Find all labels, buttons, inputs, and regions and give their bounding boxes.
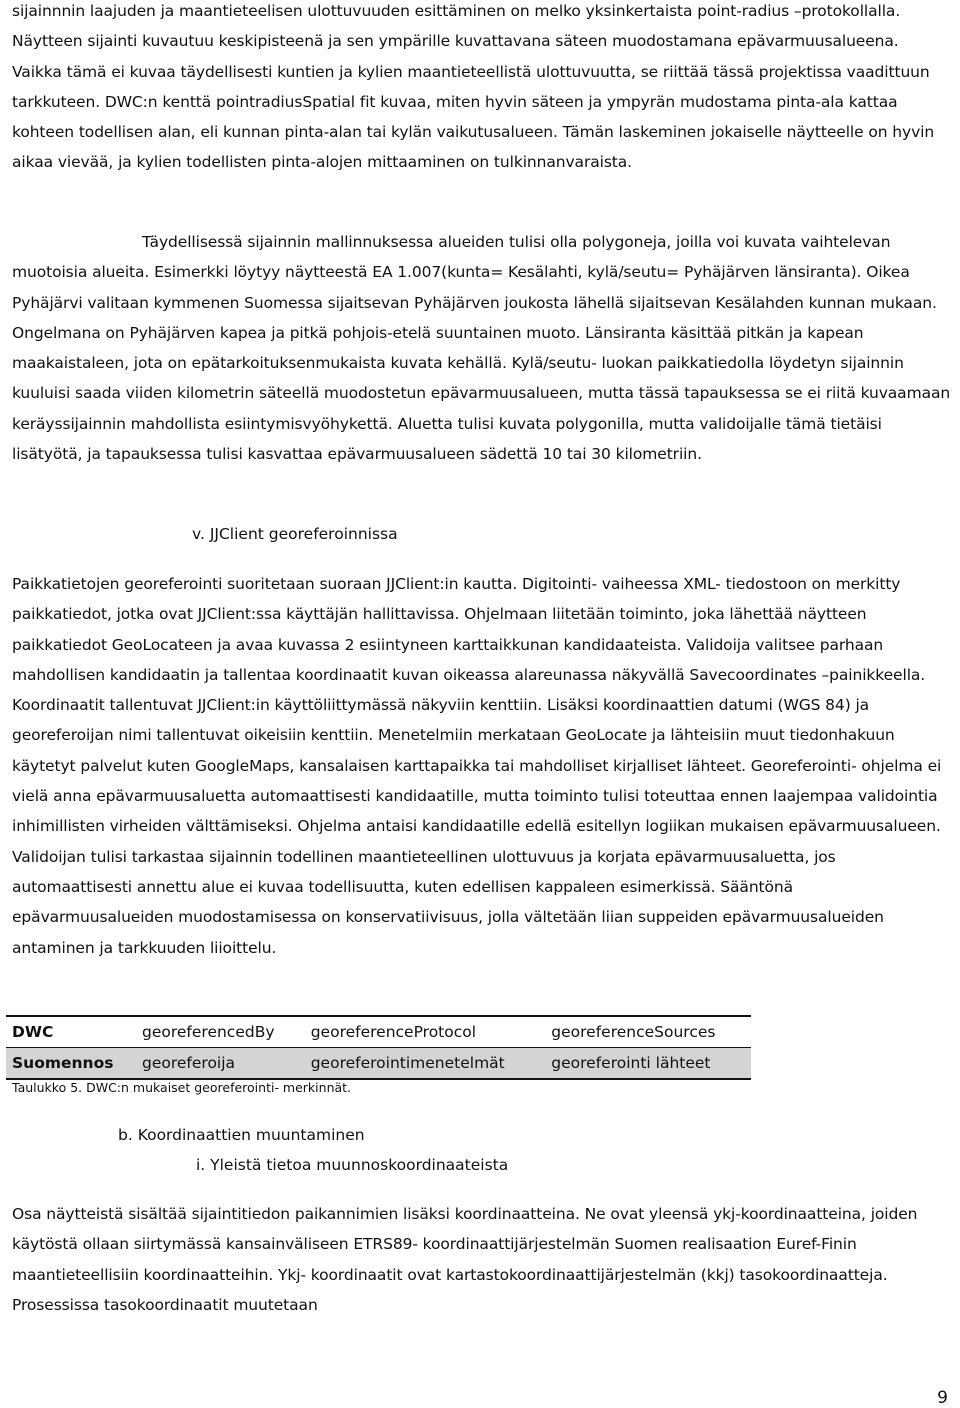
paragraph-polygon-example: Täydellisessä sijainnin mallinnuksessa alueiden tulisi olla polygoneja, joilla voi kuvata vaihtelevan muotoisia alueita. Esimerkki löytyy näytteestä EA 1.007(kunta= Kesälahti, kylä/seutu= Pyhäjärven länsiranta). Oikea Pyhäjärvi valitaan kymmenen Suomessa sijaitsevan Pyhäjärven joukosta lähellä sijaitsevan Kesälahden kunnan mukaan. Ongelmana on Pyhäjärven kapea ja pitkä pohjois-etelä suuntainen muoto. Länsiranta käsittää pitkän ja kapean maakaistaleen, jota on epätarkoituksenmukaista kuvata kehällä. Kylä/seutu- luokan paikkatiedolla löydetyn sijainnin kuuluisi saada viiden kilometrin säteellä muodostetun epävarmuusalueen, mutta tässä tapauksessa se ei riitä kuvaamaan keräyssijainnin mahdollista esiintymisvyöhykettä. Aluetta tulisi kuvata polygonilla, mutta validoijalle tämä tietäisi lisätyötä, ja tapauksessa tulisi kasvattaa epävarmuusalueen sädettä 10 tai 30 kilometriin. bbox=[12, 233, 951, 464]
table-cell: georeferointi lähteet bbox=[545, 1048, 751, 1080]
table-cell: georeferointimenetelmät bbox=[305, 1048, 546, 1080]
section-heading-coordinate-conversion: b. Koordinaattien muuntaminen bbox=[118, 1126, 365, 1144]
table-cell: georeferenceSources bbox=[545, 1016, 751, 1048]
table-row bbox=[6, 1016, 751, 1048]
table-cell: georeferencedBy bbox=[136, 1016, 305, 1048]
table-cell: georeferenceProtocol bbox=[305, 1016, 546, 1048]
paragraph-jjclient-georeferencing: Paikkatietojen georeferointi suoritetaan suoraan JJClient:in kautta. Digitointi- vaiheessa XML- tiedostoon on merkitty paikkatiedot, jotka ovat JJClient:ssa käyttäjän hallittavissa. Ohjelmaan liitetään toiminto, joka lähettää näytteen paikkatiedot GeoLocateen ja avaa kuvassa 2 esiintyneen karttaikkunan kandidaateista. Validoija valitsee parhaan mahdollisen kandidaatin ja tallentaa koordinaatit kuvan oikeassa alareunassa näkyvällä Savecoordinates –painikkeella. Koordinaatit tallentuvat JJClient:in käyttöliittymässä näkyviin kenttiin. Lisäksi koordinaattien datumi (WGS 84) ja georeferoijan nimi tallentuvat oikeisiin kenttiin. Menetelmiin merkataan GeoLocate ja lähteisiin muut tiedonhakuun käytetyt palvelut kuten GoogleMaps, kansalaisen karttapaikka tai mahdolliset kirjalliset lähteet. Georeferointi- ohjelma ei vielä anna epävarmuusaluetta automaattisesti kandidaatille, mutta toiminto tulisi toteuttaa ennen laajempaa validointia inhimillisten virheiden välttämiseksi. Ohjelma antaisi kandidaatille edellä esitellyn logiikan mukaisen epävarmuusalueen. Validoijan tulisi tarkastaa sijainnin todellinen maantieteellinen ulottuvuus ja korjata epävarmuusaluetta, jos automaattisesti annettu alue ei kuvaa todellisuutta, kuten edellisen kappaleen esimerkissä. Sääntönä epävarmuusalueiden muodostamisessa on konservatiivisuus, jolla vältetään liian suppeiden epävarmuusalueiden antaminen ja tarkkuuden liioittelu. bbox=[12, 575, 942, 957]
section-heading-jjclient: v. JJClient georeferoinnissa bbox=[192, 525, 398, 543]
dwc-georeference-table bbox=[6, 1015, 751, 1080]
subsection-heading-general-info: i. Yleistä tietoa muunnoskoordinaateista bbox=[196, 1156, 509, 1174]
paragraph-coordinates-intro: Osa näytteistä sisältää sijaintitiedon paikannimien lisäksi koordinaatteina. Ne ovat yleensä ykj-koordinaatteina, joiden käytöstä ollaan siirtymässä kansainväliseen ETRS89- koordinaattijärjestelmän Suomen realisaation Euref-Finin maantieteellisiin koordinaatteihin. Ykj- koordinaatit ovat kartastokoordinaattijärjestelmän (kkj) tasokoordinaatteja. Prosessissa tasokoordinaatit muutetaan bbox=[12, 1205, 918, 1314]
page-number: 9 bbox=[937, 1388, 948, 1408]
paragraph-point-radius: sijainnnin laajuden ja maantieteelisen ulottuvuuden esittäminen on melko yksinkertaista point-radius –protokollalla. Näytteen sijainti kuvautuu keskipisteenä ja sen ympärille kuvattavana säteen muodostamana epävarmuusalueena. Vaikka tämä ei kuvaa täydellisesti kuntien ja kylien maantieteellistä ulottuvuutta, se riittää tässä projektissa vaadittuun tarkkuteen. DWC:n kenttä pointradiusSpatial fit kuvaa, miten hyvin säteen ja ympyrän mudostama pinta-ala kattaa kohteen todellisen alan, eli kunnan pinta-alan tai kylän vaikutusalueen. Tämän laskeminen jokaiselle näytteelle on hyvin aikaa vievää, ja kylien todellisten pinta-alojen mittaaminen on tulkinnanvaraista. bbox=[12, 2, 935, 172]
table-row bbox=[6, 1048, 751, 1080]
table-cell: DWC bbox=[6, 1016, 136, 1048]
table-cell: georeferoija bbox=[136, 1048, 305, 1080]
table-cell: Suomennos bbox=[6, 1048, 136, 1080]
table-caption: Taulukko 5. DWC:n mukaiset georeferointi- merkinnät. bbox=[12, 1080, 352, 1095]
